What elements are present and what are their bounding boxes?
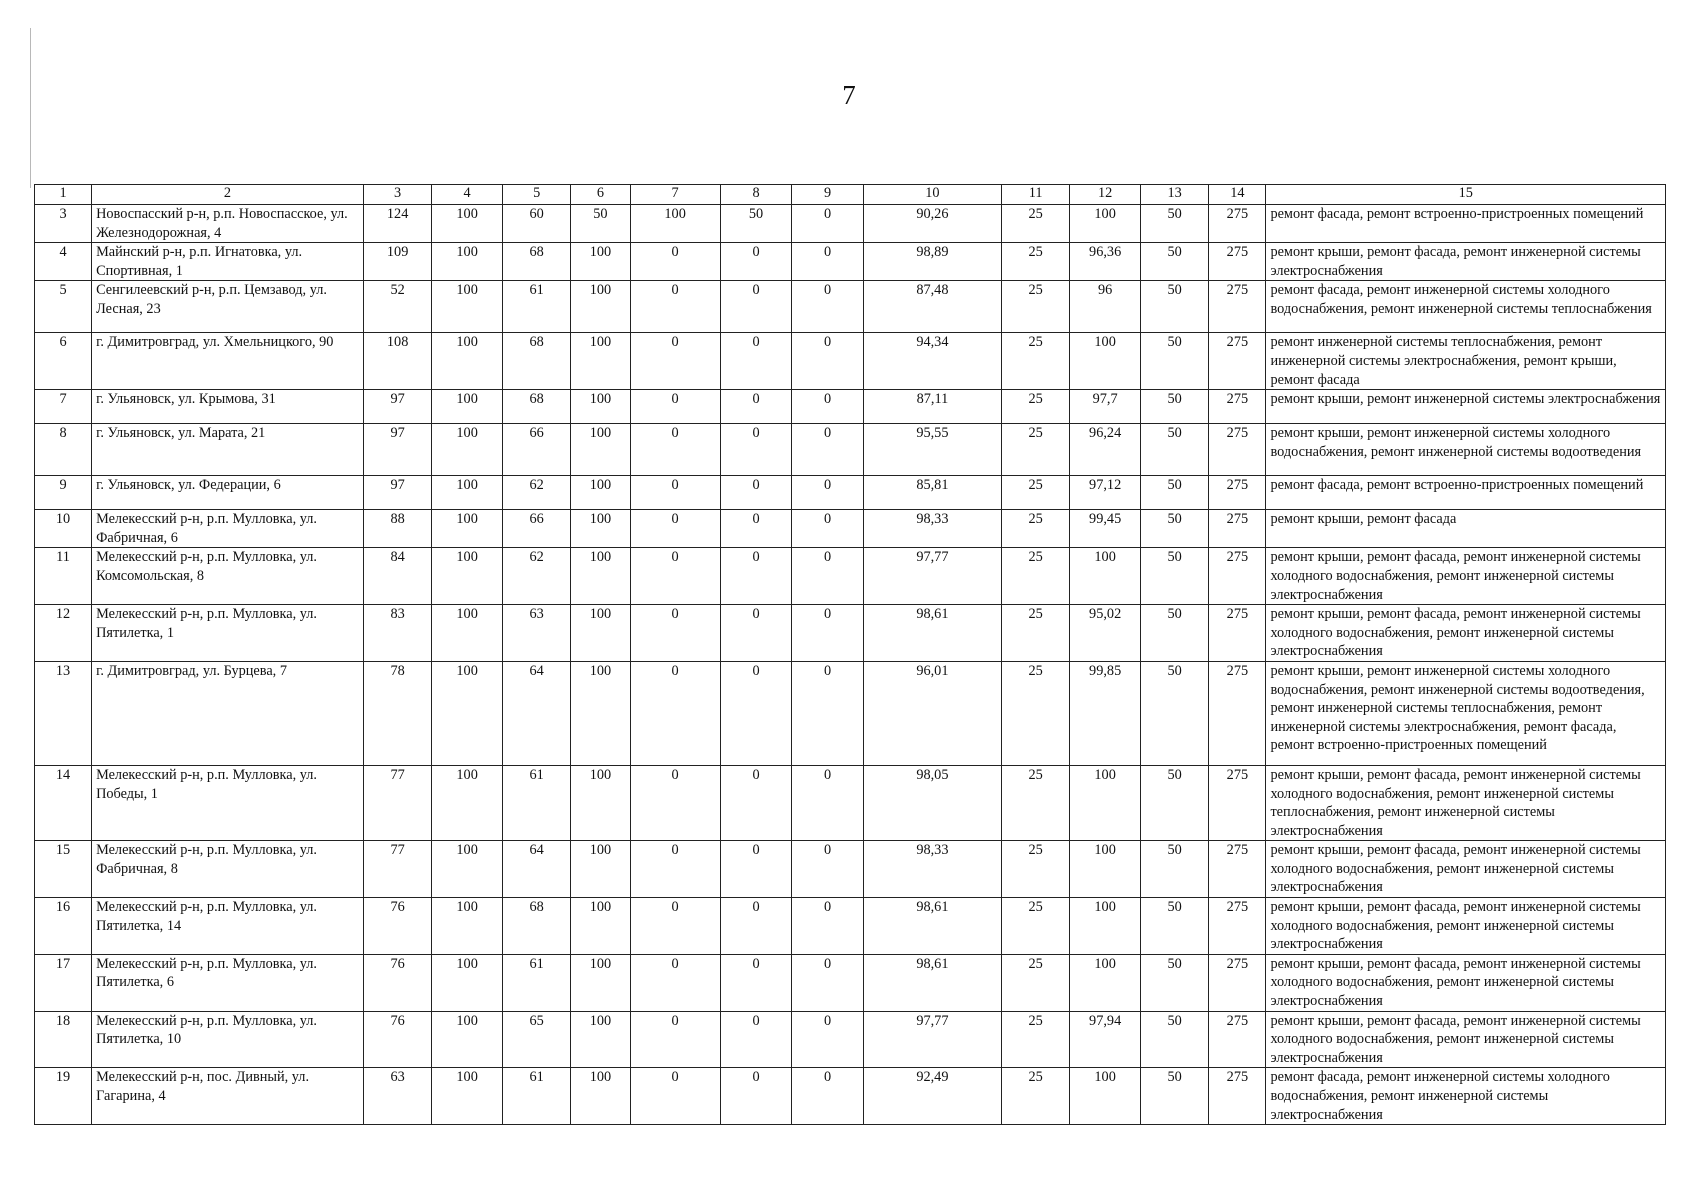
col-9-value-cell: 0 bbox=[792, 1068, 864, 1125]
col-4-value-cell: 100 bbox=[432, 605, 503, 662]
col-8-value-cell: 0 bbox=[720, 390, 792, 424]
col-12-value-cell: 100 bbox=[1070, 205, 1141, 243]
row-number-cell: 10 bbox=[35, 510, 92, 548]
col-12-value-cell: 97,7 bbox=[1070, 390, 1141, 424]
address-cell: Мелекесский р-н, р.п. Мулловка, ул. Пятилетка, 1 bbox=[92, 605, 364, 662]
table-row bbox=[35, 390, 1666, 424]
col-10-value-cell: 98,33 bbox=[863, 510, 1001, 548]
col-11-value-cell: 25 bbox=[1001, 205, 1069, 243]
row-number-cell: 19 bbox=[35, 1068, 92, 1125]
col-7-value-cell: 0 bbox=[630, 476, 720, 510]
col-4-value-cell: 100 bbox=[432, 1011, 503, 1068]
col-14-value-cell: 275 bbox=[1209, 281, 1266, 333]
col-6-value-cell: 100 bbox=[571, 548, 630, 605]
table-row bbox=[35, 605, 1666, 662]
col-4-value-cell: 100 bbox=[432, 281, 503, 333]
table-row bbox=[35, 898, 1666, 955]
col-11-value-cell: 25 bbox=[1001, 1068, 1069, 1125]
col-5-value-cell: 60 bbox=[502, 205, 570, 243]
col-6-value-cell: 100 bbox=[571, 765, 630, 840]
repair-works-cell: ремонт крыши, ремонт фасада, ремонт инженерной системы холодного водоснабжения, ремонт инженерной системы электроснабжения bbox=[1266, 954, 1666, 1011]
repair-works-cell: ремонт крыши, ремонт инженерной системы электроснабжения bbox=[1266, 390, 1666, 424]
repair-works-cell: ремонт крыши, ремонт фасада, ремонт инженерной системы холодного водоснабжения, ремонт инженерной системы электроснабжения bbox=[1266, 548, 1666, 605]
col-4-value-cell: 100 bbox=[432, 476, 503, 510]
col-11-value-cell: 25 bbox=[1001, 476, 1069, 510]
col-10-value-cell: 87,11 bbox=[863, 390, 1001, 424]
column-number-header: 11 bbox=[1001, 185, 1069, 205]
col-11-value-cell: 25 bbox=[1001, 548, 1069, 605]
col-8-value-cell: 50 bbox=[720, 205, 792, 243]
col-13-value-cell: 50 bbox=[1140, 765, 1208, 840]
col-7-value-cell: 0 bbox=[630, 1068, 720, 1125]
col-10-value-cell: 90,26 bbox=[863, 205, 1001, 243]
col-14-value-cell: 275 bbox=[1209, 1011, 1266, 1068]
col-10-value-cell: 98,61 bbox=[863, 605, 1001, 662]
col-8-value-cell: 0 bbox=[720, 243, 792, 281]
col-11-value-cell: 25 bbox=[1001, 765, 1069, 840]
col-4-value-cell: 100 bbox=[432, 205, 503, 243]
col-10-value-cell: 94,34 bbox=[863, 333, 1001, 390]
address-cell: Мелекесский р-н, р.п. Мулловка, ул. Фабричная, 6 bbox=[92, 510, 364, 548]
col-7-value-cell: 0 bbox=[630, 765, 720, 840]
col-10-value-cell: 87,48 bbox=[863, 281, 1001, 333]
col-4-value-cell: 100 bbox=[432, 765, 503, 840]
col-4-value-cell: 100 bbox=[432, 898, 503, 955]
table-row bbox=[35, 243, 1666, 281]
col-9-value-cell: 0 bbox=[792, 205, 864, 243]
row-number-cell: 13 bbox=[35, 661, 92, 765]
col-12-value-cell: 97,94 bbox=[1070, 1011, 1141, 1068]
row-number-cell: 14 bbox=[35, 765, 92, 840]
col-12-value-cell: 100 bbox=[1070, 333, 1141, 390]
col-5-value-cell: 62 bbox=[502, 476, 570, 510]
table-row bbox=[35, 281, 1666, 333]
row-number-cell: 7 bbox=[35, 390, 92, 424]
col-8-value-cell: 0 bbox=[720, 661, 792, 765]
col-10-value-cell: 98,61 bbox=[863, 898, 1001, 955]
col-11-value-cell: 25 bbox=[1001, 1011, 1069, 1068]
table-body bbox=[35, 205, 1666, 1125]
col-4-value-cell: 100 bbox=[432, 548, 503, 605]
col-3-value-cell: 109 bbox=[363, 243, 431, 281]
col-7-value-cell: 0 bbox=[630, 605, 720, 662]
col-7-value-cell: 0 bbox=[630, 281, 720, 333]
col-3-value-cell: 77 bbox=[363, 765, 431, 840]
col-13-value-cell: 50 bbox=[1140, 205, 1208, 243]
column-number-header: 10 bbox=[863, 185, 1001, 205]
col-9-value-cell: 0 bbox=[792, 424, 864, 476]
page-number: 7 bbox=[842, 80, 856, 110]
col-9-value-cell: 0 bbox=[792, 954, 864, 1011]
col-6-value-cell: 100 bbox=[571, 424, 630, 476]
col-11-value-cell: 25 bbox=[1001, 333, 1069, 390]
col-8-value-cell: 0 bbox=[720, 476, 792, 510]
table-row bbox=[35, 1011, 1666, 1068]
col-6-value-cell: 100 bbox=[571, 661, 630, 765]
col-11-value-cell: 25 bbox=[1001, 605, 1069, 662]
address-cell: Мелекесский р-н, р.п. Мулловка, ул. Фабричная, 8 bbox=[92, 841, 364, 898]
col-5-value-cell: 64 bbox=[502, 841, 570, 898]
col-4-value-cell: 100 bbox=[432, 841, 503, 898]
col-14-value-cell: 275 bbox=[1209, 898, 1266, 955]
address-cell: г. Ульяновск, ул. Крымова, 31 bbox=[92, 390, 364, 424]
col-11-value-cell: 25 bbox=[1001, 661, 1069, 765]
col-3-value-cell: 77 bbox=[363, 841, 431, 898]
repair-works-cell: ремонт крыши, ремонт фасада, ремонт инженерной системы холодного водоснабжения, ремонт инженерной системы электроснабжения bbox=[1266, 1011, 1666, 1068]
col-3-value-cell: 63 bbox=[363, 1068, 431, 1125]
col-10-value-cell: 95,55 bbox=[863, 424, 1001, 476]
col-12-value-cell: 96,24 bbox=[1070, 424, 1141, 476]
row-number-cell: 11 bbox=[35, 548, 92, 605]
col-6-value-cell: 100 bbox=[571, 390, 630, 424]
col-4-value-cell: 100 bbox=[432, 390, 503, 424]
col-3-value-cell: 84 bbox=[363, 548, 431, 605]
repair-works-cell: ремонт крыши, ремонт фасада, ремонт инженерной системы холодного водоснабжения, ремонт инженерной системы электроснабжения bbox=[1266, 898, 1666, 955]
col-14-value-cell: 275 bbox=[1209, 390, 1266, 424]
col-6-value-cell: 100 bbox=[571, 476, 630, 510]
repair-works-cell: ремонт крыши, ремонт фасада, ремонт инженерной системы холодного водоснабжения, ремонт инженерной системы электроснабжения bbox=[1266, 605, 1666, 662]
col-14-value-cell: 275 bbox=[1209, 605, 1266, 662]
col-8-value-cell: 0 bbox=[720, 954, 792, 1011]
row-number-cell: 17 bbox=[35, 954, 92, 1011]
table-row bbox=[35, 841, 1666, 898]
col-7-value-cell: 0 bbox=[630, 898, 720, 955]
col-5-value-cell: 68 bbox=[502, 390, 570, 424]
col-9-value-cell: 0 bbox=[792, 510, 864, 548]
col-11-value-cell: 25 bbox=[1001, 390, 1069, 424]
repair-works-cell: ремонт крыши, ремонт инженерной системы холодного водоснабжения, ремонт инженерной системы водоотведения, ремонт инженерной системы теплоснабжения, ремонт инженерной системы электроснабжения, ремонт фасада, ремонт встроенно-пристроенных помещений bbox=[1266, 661, 1666, 765]
row-number-cell: 3 bbox=[35, 205, 92, 243]
col-6-value-cell: 100 bbox=[571, 243, 630, 281]
col-13-value-cell: 50 bbox=[1140, 898, 1208, 955]
col-14-value-cell: 275 bbox=[1209, 548, 1266, 605]
table-row bbox=[35, 510, 1666, 548]
col-3-value-cell: 124 bbox=[363, 205, 431, 243]
row-number-cell: 5 bbox=[35, 281, 92, 333]
col-9-value-cell: 0 bbox=[792, 333, 864, 390]
col-10-value-cell: 97,77 bbox=[863, 548, 1001, 605]
column-number-header: 7 bbox=[630, 185, 720, 205]
col-5-value-cell: 61 bbox=[502, 765, 570, 840]
col-10-value-cell: 97,77 bbox=[863, 1011, 1001, 1068]
repair-works-cell: ремонт крыши, ремонт фасада, ремонт инженерной системы электроснабжения bbox=[1266, 243, 1666, 281]
col-5-value-cell: 66 bbox=[502, 424, 570, 476]
column-number-header: 4 bbox=[432, 185, 503, 205]
row-number-cell: 18 bbox=[35, 1011, 92, 1068]
col-3-value-cell: 97 bbox=[363, 424, 431, 476]
col-4-value-cell: 100 bbox=[432, 1068, 503, 1125]
col-12-value-cell: 100 bbox=[1070, 841, 1141, 898]
column-number-header: 12 bbox=[1070, 185, 1141, 205]
col-7-value-cell: 0 bbox=[630, 841, 720, 898]
col-12-value-cell: 96,36 bbox=[1070, 243, 1141, 281]
col-7-value-cell: 0 bbox=[630, 548, 720, 605]
col-14-value-cell: 275 bbox=[1209, 205, 1266, 243]
col-9-value-cell: 0 bbox=[792, 476, 864, 510]
col-13-value-cell: 50 bbox=[1140, 424, 1208, 476]
col-4-value-cell: 100 bbox=[432, 510, 503, 548]
col-5-value-cell: 68 bbox=[502, 898, 570, 955]
col-7-value-cell: 0 bbox=[630, 424, 720, 476]
col-3-value-cell: 76 bbox=[363, 1011, 431, 1068]
col-14-value-cell: 275 bbox=[1209, 954, 1266, 1011]
col-11-value-cell: 25 bbox=[1001, 281, 1069, 333]
table-header bbox=[35, 185, 1666, 205]
col-12-value-cell: 97,12 bbox=[1070, 476, 1141, 510]
col-13-value-cell: 50 bbox=[1140, 243, 1208, 281]
col-12-value-cell: 99,85 bbox=[1070, 661, 1141, 765]
col-7-value-cell: 0 bbox=[630, 333, 720, 390]
address-cell: Мелекесский р-н, р.п. Мулловка, ул. Пятилетка, 6 bbox=[92, 954, 364, 1011]
col-8-value-cell: 0 bbox=[720, 1011, 792, 1068]
col-4-value-cell: 100 bbox=[432, 661, 503, 765]
repair-registry-table bbox=[34, 184, 1666, 1125]
col-8-value-cell: 0 bbox=[720, 1068, 792, 1125]
col-12-value-cell: 100 bbox=[1070, 765, 1141, 840]
address-cell: Мелекесский р-н, р.п. Мулловка, ул. Пятилетка, 10 bbox=[92, 1011, 364, 1068]
col-5-value-cell: 65 bbox=[502, 1011, 570, 1068]
col-13-value-cell: 50 bbox=[1140, 390, 1208, 424]
address-cell: Сенгилеевский р-н, р.п. Цемзавод, ул. Лесная, 23 bbox=[92, 281, 364, 333]
repair-works-cell: ремонт крыши, ремонт фасада bbox=[1266, 510, 1666, 548]
col-6-value-cell: 100 bbox=[571, 510, 630, 548]
col-5-value-cell: 66 bbox=[502, 510, 570, 548]
col-10-value-cell: 98,05 bbox=[863, 765, 1001, 840]
col-3-value-cell: 76 bbox=[363, 898, 431, 955]
col-7-value-cell: 0 bbox=[630, 510, 720, 548]
col-9-value-cell: 0 bbox=[792, 765, 864, 840]
col-9-value-cell: 0 bbox=[792, 898, 864, 955]
table-row bbox=[35, 661, 1666, 765]
col-5-value-cell: 68 bbox=[502, 333, 570, 390]
column-number-header: 2 bbox=[92, 185, 364, 205]
address-cell: г. Ульяновск, ул. Федерации, 6 bbox=[92, 476, 364, 510]
column-number-header: 8 bbox=[720, 185, 792, 205]
col-8-value-cell: 0 bbox=[720, 841, 792, 898]
col-9-value-cell: 0 bbox=[792, 841, 864, 898]
row-number-cell: 12 bbox=[35, 605, 92, 662]
address-cell: Новоспасский р-н, р.п. Новоспасское, ул. Железнодорожная, 4 bbox=[92, 205, 364, 243]
col-3-value-cell: 83 bbox=[363, 605, 431, 662]
column-number-header: 13 bbox=[1140, 185, 1208, 205]
col-13-value-cell: 50 bbox=[1140, 1011, 1208, 1068]
col-5-value-cell: 61 bbox=[502, 281, 570, 333]
col-14-value-cell: 275 bbox=[1209, 424, 1266, 476]
address-cell: г. Димитровград, ул. Бурцева, 7 bbox=[92, 661, 364, 765]
address-cell: Мелекесский р-н, р.п. Мулловка, ул. Пятилетка, 14 bbox=[92, 898, 364, 955]
col-11-value-cell: 25 bbox=[1001, 424, 1069, 476]
col-9-value-cell: 0 bbox=[792, 243, 864, 281]
row-number-cell: 9 bbox=[35, 476, 92, 510]
col-13-value-cell: 50 bbox=[1140, 333, 1208, 390]
col-13-value-cell: 50 bbox=[1140, 281, 1208, 333]
col-6-value-cell: 100 bbox=[571, 333, 630, 390]
col-13-value-cell: 50 bbox=[1140, 510, 1208, 548]
col-11-value-cell: 25 bbox=[1001, 954, 1069, 1011]
col-8-value-cell: 0 bbox=[720, 510, 792, 548]
col-13-value-cell: 50 bbox=[1140, 954, 1208, 1011]
address-cell: Мелекесский р-н, пос. Дивный, ул. Гагарина, 4 bbox=[92, 1068, 364, 1125]
col-14-value-cell: 275 bbox=[1209, 661, 1266, 765]
col-5-value-cell: 64 bbox=[502, 661, 570, 765]
col-14-value-cell: 275 bbox=[1209, 1068, 1266, 1125]
col-12-value-cell: 100 bbox=[1070, 954, 1141, 1011]
col-14-value-cell: 275 bbox=[1209, 765, 1266, 840]
col-7-value-cell: 0 bbox=[630, 954, 720, 1011]
table-row bbox=[35, 333, 1666, 390]
row-number-cell: 6 bbox=[35, 333, 92, 390]
col-7-value-cell: 0 bbox=[630, 1011, 720, 1068]
repair-works-cell: ремонт фасада, ремонт встроенно-пристроенных помещений bbox=[1266, 205, 1666, 243]
col-9-value-cell: 0 bbox=[792, 1011, 864, 1068]
column-number-header: 14 bbox=[1209, 185, 1266, 205]
col-12-value-cell: 99,45 bbox=[1070, 510, 1141, 548]
col-7-value-cell: 0 bbox=[630, 390, 720, 424]
col-8-value-cell: 0 bbox=[720, 333, 792, 390]
col-6-value-cell: 100 bbox=[571, 281, 630, 333]
table-row bbox=[35, 1068, 1666, 1125]
table-row bbox=[35, 548, 1666, 605]
col-13-value-cell: 50 bbox=[1140, 841, 1208, 898]
col-13-value-cell: 50 bbox=[1140, 476, 1208, 510]
col-9-value-cell: 0 bbox=[792, 605, 864, 662]
col-12-value-cell: 100 bbox=[1070, 1068, 1141, 1125]
col-12-value-cell: 96 bbox=[1070, 281, 1141, 333]
col-13-value-cell: 50 bbox=[1140, 605, 1208, 662]
repair-works-cell: ремонт фасада, ремонт встроенно-пристроенных помещений bbox=[1266, 476, 1666, 510]
table-row bbox=[35, 765, 1666, 840]
col-13-value-cell: 50 bbox=[1140, 548, 1208, 605]
address-cell: Майнский р-н, р.п. Игнатовка, ул. Спортивная, 1 bbox=[92, 243, 364, 281]
col-6-value-cell: 100 bbox=[571, 954, 630, 1011]
repair-works-cell: ремонт крыши, ремонт фасада, ремонт инженерной системы холодного водоснабжения, ремонт инженерной системы электроснабжения bbox=[1266, 841, 1666, 898]
col-7-value-cell: 0 bbox=[630, 243, 720, 281]
table-row bbox=[35, 205, 1666, 243]
col-8-value-cell: 0 bbox=[720, 281, 792, 333]
header-row bbox=[35, 185, 1666, 205]
col-6-value-cell: 100 bbox=[571, 841, 630, 898]
col-11-value-cell: 25 bbox=[1001, 510, 1069, 548]
col-4-value-cell: 100 bbox=[432, 424, 503, 476]
repair-works-cell: ремонт фасада, ремонт инженерной системы холодного водоснабжения, ремонт инженерной системы теплоснабжения bbox=[1266, 281, 1666, 333]
column-number-header: 9 bbox=[792, 185, 864, 205]
col-4-value-cell: 100 bbox=[432, 954, 503, 1011]
col-11-value-cell: 25 bbox=[1001, 841, 1069, 898]
col-11-value-cell: 25 bbox=[1001, 898, 1069, 955]
repair-works-cell: ремонт инженерной системы теплоснабжения, ремонт инженерной системы электроснабжения, ремонт крыши, ремонт фасада bbox=[1266, 333, 1666, 390]
row-number-cell: 16 bbox=[35, 898, 92, 955]
col-5-value-cell: 63 bbox=[502, 605, 570, 662]
table-row bbox=[35, 954, 1666, 1011]
col-3-value-cell: 88 bbox=[363, 510, 431, 548]
col-10-value-cell: 92,49 bbox=[863, 1068, 1001, 1125]
column-number-header: 3 bbox=[363, 185, 431, 205]
col-9-value-cell: 0 bbox=[792, 281, 864, 333]
col-9-value-cell: 0 bbox=[792, 390, 864, 424]
col-5-value-cell: 61 bbox=[502, 954, 570, 1011]
col-10-value-cell: 96,01 bbox=[863, 661, 1001, 765]
col-3-value-cell: 78 bbox=[363, 661, 431, 765]
col-8-value-cell: 0 bbox=[720, 898, 792, 955]
col-10-value-cell: 98,33 bbox=[863, 841, 1001, 898]
col-10-value-cell: 85,81 bbox=[863, 476, 1001, 510]
col-6-value-cell: 50 bbox=[571, 205, 630, 243]
col-14-value-cell: 275 bbox=[1209, 841, 1266, 898]
col-8-value-cell: 0 bbox=[720, 765, 792, 840]
col-6-value-cell: 100 bbox=[571, 898, 630, 955]
address-cell: Мелекесский р-н, р.п. Мулловка, ул. Победы, 1 bbox=[92, 765, 364, 840]
repair-works-cell: ремонт крыши, ремонт инженерной системы холодного водоснабжения, ремонт инженерной системы водоотведения bbox=[1266, 424, 1666, 476]
col-13-value-cell: 50 bbox=[1140, 1068, 1208, 1125]
col-7-value-cell: 100 bbox=[630, 205, 720, 243]
col-6-value-cell: 100 bbox=[571, 1068, 630, 1125]
col-14-value-cell: 275 bbox=[1209, 243, 1266, 281]
col-9-value-cell: 0 bbox=[792, 661, 864, 765]
column-number-header: 6 bbox=[571, 185, 630, 205]
col-11-value-cell: 25 bbox=[1001, 243, 1069, 281]
col-3-value-cell: 108 bbox=[363, 333, 431, 390]
col-5-value-cell: 62 bbox=[502, 548, 570, 605]
address-cell: г. Димитровград, ул. Хмельницкого, 90 bbox=[92, 333, 364, 390]
row-number-cell: 15 bbox=[35, 841, 92, 898]
col-4-value-cell: 100 bbox=[432, 243, 503, 281]
col-5-value-cell: 68 bbox=[502, 243, 570, 281]
col-8-value-cell: 0 bbox=[720, 548, 792, 605]
col-8-value-cell: 0 bbox=[720, 424, 792, 476]
column-number-header: 5 bbox=[502, 185, 570, 205]
column-number-header: 1 bbox=[35, 185, 92, 205]
repair-works-cell: ремонт фасада, ремонт инженерной системы холодного водоснабжения, ремонт инженерной системы электроснабжения bbox=[1266, 1068, 1666, 1125]
table-row bbox=[35, 424, 1666, 476]
col-13-value-cell: 50 bbox=[1140, 661, 1208, 765]
col-7-value-cell: 0 bbox=[630, 661, 720, 765]
col-12-value-cell: 100 bbox=[1070, 548, 1141, 605]
col-14-value-cell: 275 bbox=[1209, 510, 1266, 548]
col-3-value-cell: 76 bbox=[363, 954, 431, 1011]
col-4-value-cell: 100 bbox=[432, 333, 503, 390]
address-cell: Мелекесский р-н, р.п. Мулловка, ул. Комсомольская, 8 bbox=[92, 548, 364, 605]
col-10-value-cell: 98,89 bbox=[863, 243, 1001, 281]
col-8-value-cell: 0 bbox=[720, 605, 792, 662]
col-12-value-cell: 95,02 bbox=[1070, 605, 1141, 662]
address-cell: г. Ульяновск, ул. Марата, 21 bbox=[92, 424, 364, 476]
col-14-value-cell: 275 bbox=[1209, 476, 1266, 510]
column-number-header: 15 bbox=[1266, 185, 1666, 205]
col-3-value-cell: 97 bbox=[363, 390, 431, 424]
col-5-value-cell: 61 bbox=[502, 1068, 570, 1125]
row-number-cell: 4 bbox=[35, 243, 92, 281]
col-10-value-cell: 98,61 bbox=[863, 954, 1001, 1011]
repair-works-cell: ремонт крыши, ремонт фасада, ремонт инженерной системы холодного водоснабжения, ремонт инженерной системы теплоснабжения, ремонт инженерной системы электроснабжения bbox=[1266, 765, 1666, 840]
col-6-value-cell: 100 bbox=[571, 1011, 630, 1068]
table-row bbox=[35, 476, 1666, 510]
col-14-value-cell: 275 bbox=[1209, 333, 1266, 390]
col-9-value-cell: 0 bbox=[792, 548, 864, 605]
col-3-value-cell: 97 bbox=[363, 476, 431, 510]
col-12-value-cell: 100 bbox=[1070, 898, 1141, 955]
row-number-cell: 8 bbox=[35, 424, 92, 476]
col-6-value-cell: 100 bbox=[571, 605, 630, 662]
col-3-value-cell: 52 bbox=[363, 281, 431, 333]
